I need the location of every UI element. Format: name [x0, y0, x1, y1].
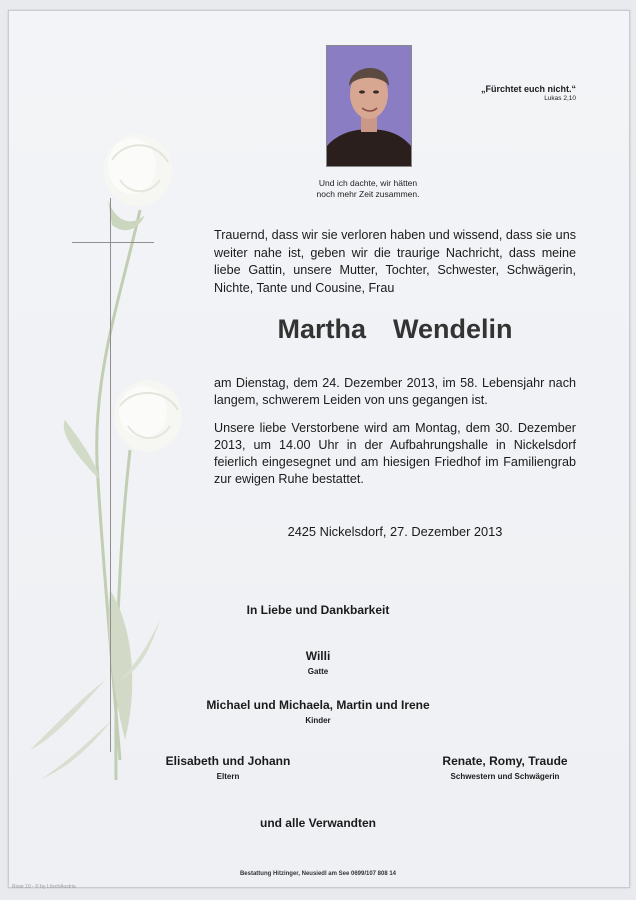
parents-names: Elisabeth und Johann	[165, 754, 291, 768]
children-block	[0, 696, 636, 725]
siblings-names: Renate, Romy, Traude	[442, 754, 568, 768]
deceased-name: Martha Wendelin	[277, 314, 513, 344]
watermark: Rose 10 - © by LöschAustria	[12, 884, 76, 890]
siblings-role: Schwestern und Schwägerin	[450, 772, 560, 781]
death-paragraph: am Dienstag, dem 24. Dezember 2013, im 58. Lebensjahr nach langem, schwerem Leiden von uns gegangen ist.	[214, 376, 576, 407]
mourners-heading: In Liebe und Dankbarkeit	[246, 603, 390, 617]
spouse-name: Willi	[305, 649, 331, 663]
quote-source: Lukas 2,10	[544, 95, 576, 102]
quote-text: „Fürchtet euch nicht.“	[480, 84, 576, 94]
portrait-photo	[326, 45, 412, 167]
burial-paragraph: Unsere liebe Verstorbene wird am Montag, dem 30. Dezember 2013, um 14.00 Uhr in der Aufbahrungshalle in Nickelsdorf feierlich eingesegnet und am hiesigen Friedhof im Familiengrab zur ewigen Ruhe bestattet.	[214, 421, 576, 486]
funeral-home-footer: Bestattung Hitzinger, Neusiedl am See 0699/107 808 14	[239, 871, 397, 877]
bible-quote	[430, 84, 576, 102]
photo-caption	[300, 178, 436, 200]
parents-role: Eltern	[216, 772, 240, 781]
spouse-role: Gatte	[307, 667, 329, 676]
closing-block	[0, 814, 636, 832]
intro-paragraph: Trauernd, dass wir sie verloren haben und wissend, dass sie uns weiter nahe ist, geben wir die traurige Nachricht, dass meine liebe Gattin, unsere Mutter, Tochter, Schwester, Schwägerin, Nichte, Tante und Cousine, Frau	[214, 228, 576, 295]
spouse-block	[0, 647, 636, 676]
siblings-block	[420, 752, 590, 781]
mourners-heading-block	[0, 601, 636, 619]
children-names: Michael und Michaela, Martin und Irene	[206, 698, 430, 712]
caption-line-1: Und ich dachte, wir hätten	[318, 178, 418, 188]
children-role: Kinder	[305, 716, 331, 725]
cross-horizontal	[72, 242, 154, 243]
caption-line-2: noch mehr Zeit zusammen.	[316, 189, 420, 199]
parents-block	[150, 752, 306, 781]
closing-text: und alle Verwandten	[259, 816, 377, 830]
place-date: 2425 Nickelsdorf, 27. Dezember 2013	[287, 524, 503, 539]
